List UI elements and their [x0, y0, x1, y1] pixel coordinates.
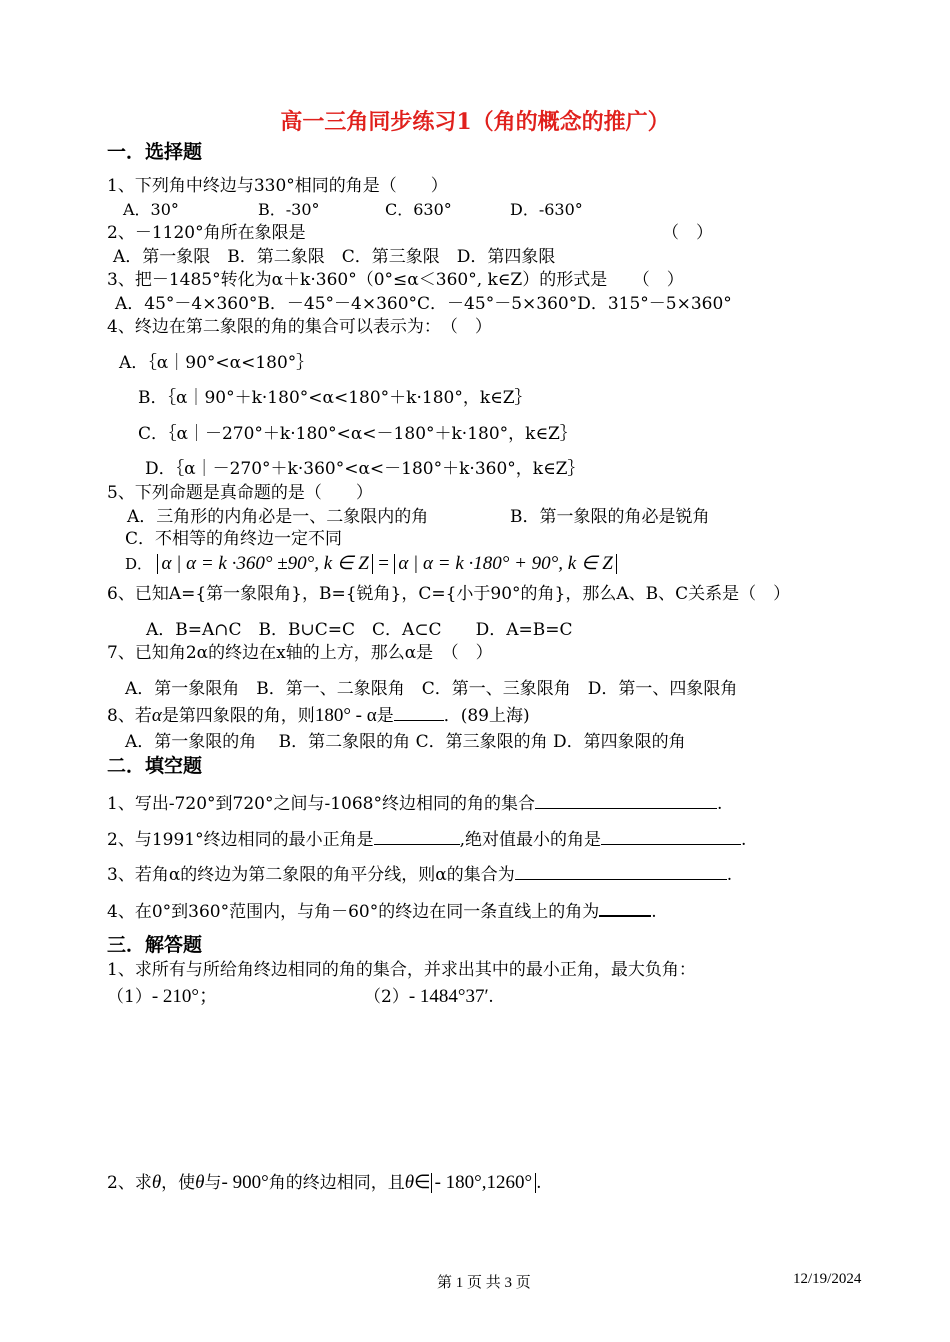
question-1-option-d: D．-630° [510, 200, 583, 219]
answer-blank [535, 792, 717, 809]
page-number: 第 1 页 共 3 页 [437, 1275, 531, 1291]
theta-symbol: θ [195, 1172, 205, 1193]
section-heading-fill: 二．填空题 [107, 755, 203, 777]
solve-question-2: 2、求θ，使θ与- 900°角的终边相同，且θ∈ - 180°,1260° . [107, 1172, 542, 1193]
answer-blank [515, 863, 727, 880]
question-2-options: A．第一象限 B．第二象限 C．第三象限 D．第四象限 [113, 247, 556, 267]
theta-symbol: θ [151, 1172, 162, 1193]
question-1-option-b: B．-30° [258, 200, 320, 219]
question-2-answer-paren: （ ） [662, 223, 713, 243]
fill-question-1: 1、写出-720°到720°之间与-1068°终边相同的角的集合 . [107, 794, 723, 814]
alpha-symbol: α [151, 705, 162, 726]
q8-expression: 180° - α [314, 705, 377, 726]
question-3-stem: 3、把－1485°转化为α＋k·360°（0°≤α＜360°, k∈Z）的形式是 （ ） [107, 270, 684, 290]
set-left: α | α = k ·360° ±90°, k ∈ Z [157, 554, 372, 574]
question-5-option-b: B．第一象限的角必是锐角 [510, 507, 710, 527]
answer-blank [394, 704, 444, 721]
fill-question-2: 2、与1991°终边相同的最小正角是 ,绝对值最小的角是 . [107, 830, 747, 850]
answer-blank [599, 899, 651, 917]
question-1-stem: 1、下列角中终边与330°相同的角是（ ） [107, 176, 448, 196]
equals-sign: = [378, 553, 389, 574]
fill-question-4: 4、在0°到360°范围内，与角－60°的终边在同一条直线上的角为 . [107, 899, 657, 923]
solve-question-1-part-1: （1）- 210°； [107, 986, 219, 1007]
question-7-stem: 7、已知角2α的终边在x轴的上方，那么α是 （ ） [107, 643, 493, 663]
section-heading-solve: 三．解答题 [107, 934, 203, 956]
question-4-option-a: A．｛α｜90°<α<180°｝ [119, 353, 314, 373]
question-3-options: A．45°－4×360°B．－45°－4×360°C．－45°－5×360°D．315°－5×360° [115, 294, 732, 314]
question-4-option-c: C．｛α｜－270°＋k·180°<α<－180°＋k·180°，k∈Z｝ [138, 424, 577, 444]
question-4-option-d: D．｛α｜－270°＋k·360°<α<－180°＋k·360°，k∈Z｝ [145, 459, 585, 479]
question-4-option-b: B．｛α｜90°＋k·180°<α<180°＋k·180°，k∈Z｝ [138, 388, 532, 408]
question-7-options: A．第一象限角 B．第一、二象限角 C．第一、三象限角 D．第一、四象限角 [125, 679, 738, 699]
question-2-stem: 2、－1120°角所在象限是 [107, 223, 306, 243]
footer-date: 12/19/2024 [793, 1271, 862, 1287]
solve-question-1-part-2: （2）- 1484°37′. [364, 986, 494, 1007]
question-5-option-d-label: D． [125, 555, 153, 573]
question-5-option-d [125, 553, 617, 575]
interval-range: - 180°,1260° [431, 1173, 537, 1193]
question-4-stem: 4、终边在第二象限的角的集合可以表示为： （ ） [107, 317, 492, 337]
question-6-stem: 6、已知A={第一象限角}，B={锐角}，C={小于90°的角}，那么A、B、C关系是（ ） [107, 584, 791, 604]
fill-question-3: 3、若角α的终边为第二象限的角平分线，则α的集合为 . [107, 865, 733, 885]
question-5-stem: 5、下列命题是真命题的是（ ） [107, 483, 373, 503]
question-1-option-a: A．30° [123, 200, 179, 219]
question-5-option-a: A．三角形的内角必是一、二象限内的角 [127, 507, 429, 527]
question-1-option-c: C．630° [385, 200, 452, 219]
answer-blank [601, 828, 741, 845]
page-title: 高一三角同步练习1（角的概念的推广） [280, 109, 670, 135]
question-6-options: A．B=A∩C B．B∪C=C C．A⊂C D．A=B=C [146, 620, 573, 640]
question-5-option-c: C．不相等的角终边一定不同 [125, 529, 343, 549]
section-heading-choice: 一．选择题 [107, 141, 203, 163]
q2-expression: - 900° [221, 1172, 269, 1193]
question-8-stem: 8、若α是第四象限的角，则180° - α是 ．(89上海) [107, 705, 530, 726]
answer-blank [374, 828, 460, 845]
set-right: α | α = k ·180° + 90°, k ∈ Z [394, 554, 617, 574]
solve-question-1-stem: 1、求所有与所给角终边相同的角的集合，并求出其中的最小正角，最大负角： [107, 960, 696, 980]
question-8-options: A．第一象限的角 B．第二象限的角 C．第三象限的角 D．第四象限的角 [125, 732, 686, 752]
theta-symbol: θ [404, 1172, 415, 1193]
